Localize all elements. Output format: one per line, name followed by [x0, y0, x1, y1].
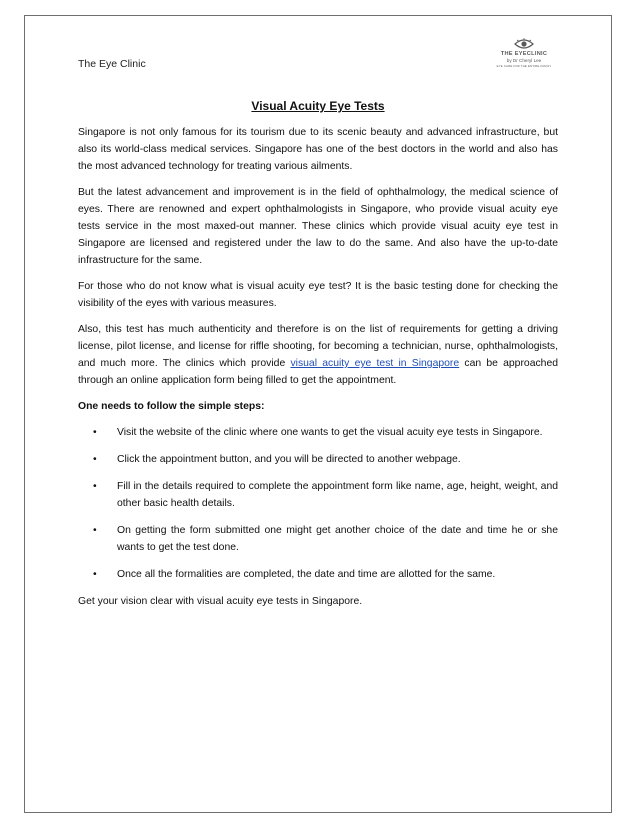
paragraph-with-link: [78, 321, 558, 389]
bullet-icon: •: [93, 525, 97, 536]
step-text: Once all the formalities are completed, the date and time are allotted for the same.: [117, 569, 496, 580]
document-content: [78, 97, 558, 619]
document-page: [24, 15, 612, 813]
step-text: Visit the website of the clinic where one wants to get the visual acuity eye tests in Singapore.: [117, 427, 543, 438]
step-text: Click the appointment button, and you will be directed to another webpage.: [117, 454, 461, 465]
closing-paragraph: Get your vision clear with visual acuity eye tests in Singapore.: [78, 596, 363, 607]
bullet-icon: •: [93, 454, 97, 465]
clinic-logo: [490, 38, 558, 68]
steps-list: [78, 424, 558, 583]
page-body: [78, 16, 558, 812]
logo-brand: THE EYECLINIC: [500, 51, 548, 57]
header-clinic-name: The Eye Clinic: [78, 58, 146, 70]
eye-logo-icon: [514, 38, 534, 50]
list-item: [78, 478, 558, 512]
paragraph: Singapore is not only famous for its tourism due to its scenic beauty and advanced infrastructure, but also its world-class medical services. Singapore has one of the best doctors in the world and also has the most advanced technology for treating various ailments.: [78, 127, 558, 172]
visual-acuity-link[interactable]: visual acuity eye test in Singapore: [290, 358, 460, 369]
bullet-icon: •: [93, 569, 97, 580]
step-text: On getting the form submitted one might get another choice of the date and time he or she wants to get the test done.: [117, 525, 558, 553]
list-item: [78, 566, 558, 583]
paragraph-text: can be approached through an online application form being filled to get the appointment.: [78, 358, 559, 386]
step-text: Fill in the details required to complete the appointment form like name, age, height, weight, and other basic health details.: [117, 481, 558, 509]
list-item: [78, 522, 558, 556]
list-item: [78, 424, 558, 441]
bullet-icon: •: [93, 481, 97, 492]
paragraph-text: Also, this test has much authenticity and therefore is on the list of requirements for getting a driving license, pilot license, and license for riffle shooting, for becoming a technician, nurse, ophthalmologists, and much more. The clinics which provide: [78, 324, 558, 369]
paragraph: For those who do not know what is visual acuity eye test? It is the basic testing done for checking the visibility of the eyes with various measures.: [78, 281, 558, 309]
logo-tagline: EYE CARE FOR THE ENTIRE FAMILY: [496, 64, 552, 68]
list-item: [78, 451, 558, 468]
paragraph: But the latest advancement and improvement is in the field of ophthalmology, the medical science of eyes. There are renowned and expert ophthalmologists in Singapore, who provide visual acuity eye tests service in the most maxed-out manner. These clinics which provide visual acuity eye test in Singapore are licensed and registered under the law to do the same. And also have the up-to-date infrastructure for the same.: [78, 187, 558, 266]
steps-heading: One needs to follow the simple steps:: [78, 401, 265, 412]
logo-subtitle: by Dr Cheryl Lee: [506, 58, 542, 63]
bullet-icon: •: [93, 427, 97, 438]
document-title: Visual Acuity Eye Tests: [251, 99, 385, 113]
